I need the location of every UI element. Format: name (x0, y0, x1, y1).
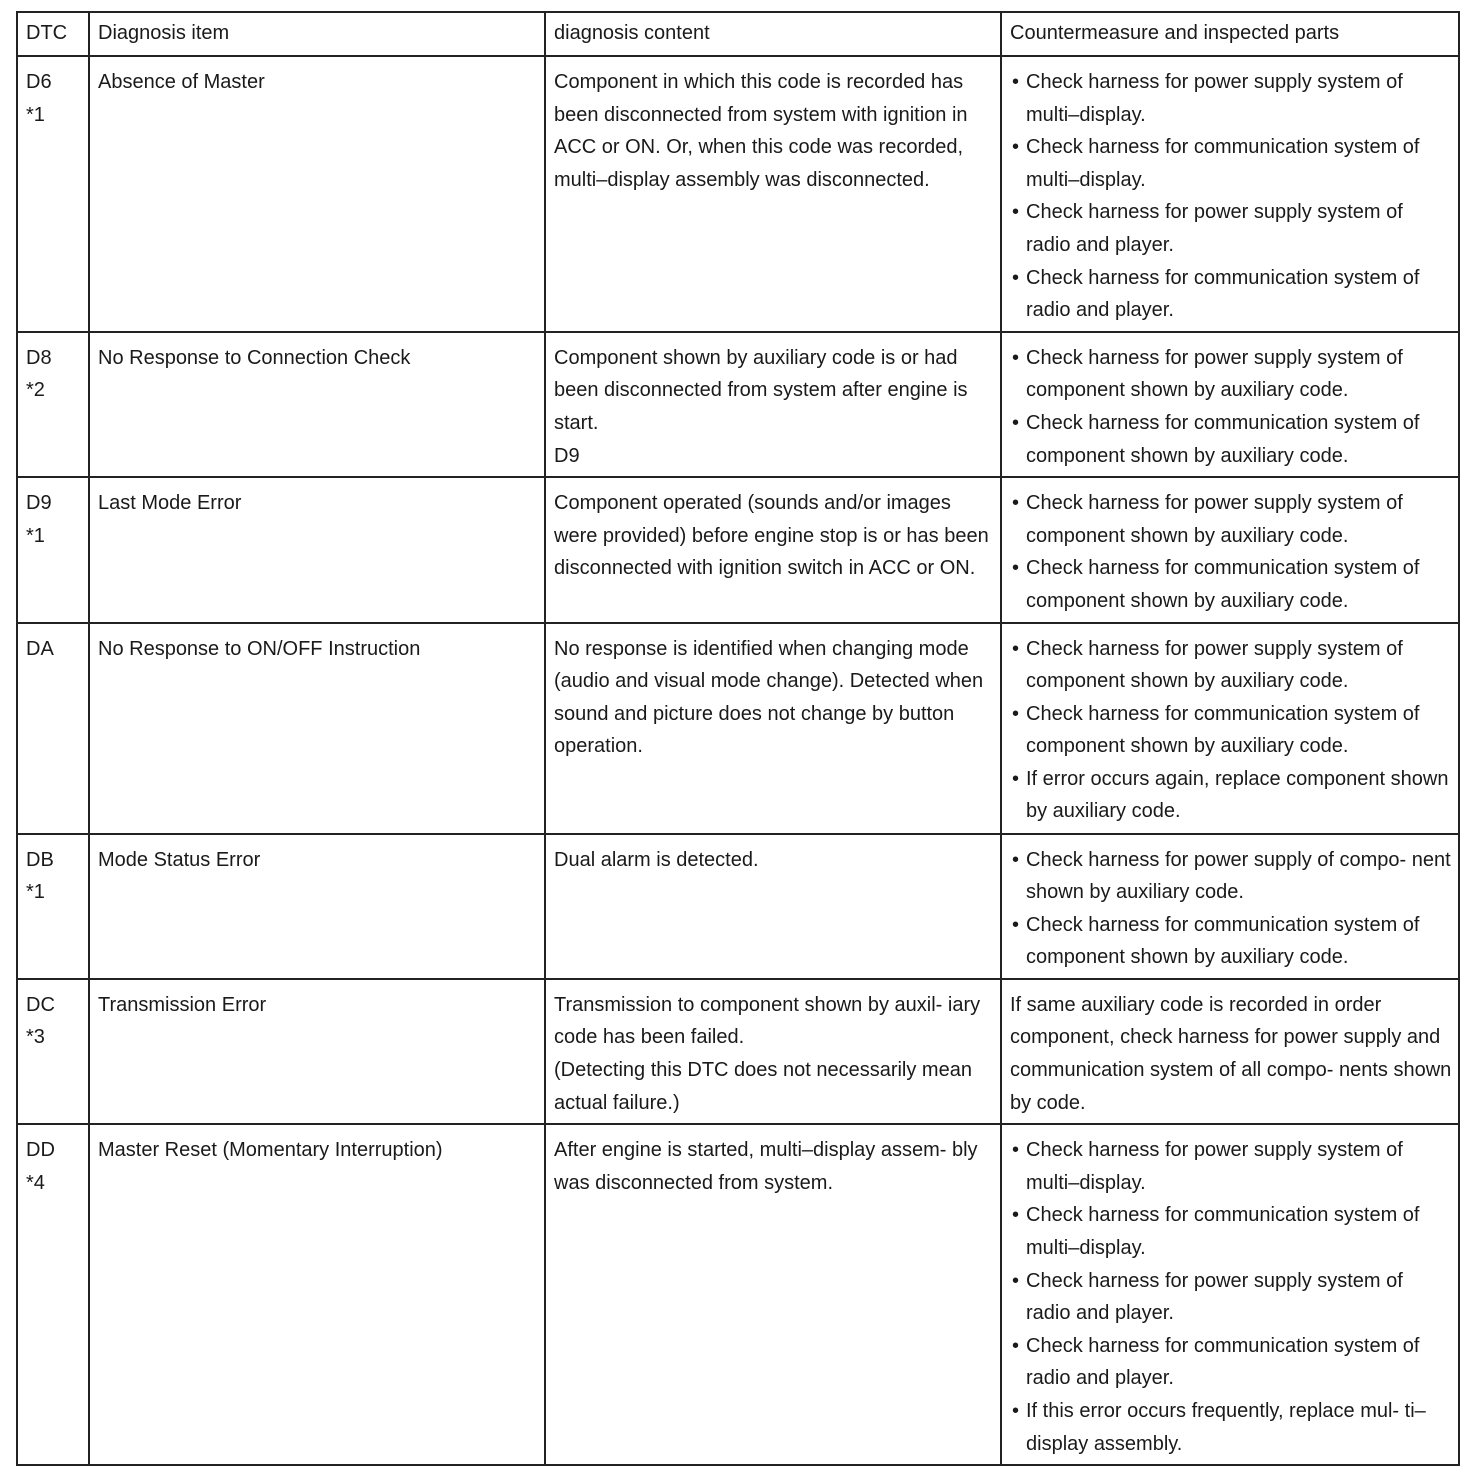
content-line: Component shown by auxiliary code is or had been disconnected from system after engine is start. (554, 346, 968, 434)
countermeasure (1001, 477, 1459, 622)
header-dtc: DTC (17, 12, 89, 56)
countermeasure (1001, 623, 1459, 834)
content-line: After engine is started, multi–display assem- bly was disconnected from system. (554, 1139, 978, 1194)
table-row (17, 477, 1459, 622)
header-row (17, 12, 1459, 56)
dtc-cell (17, 332, 89, 477)
list-item: • Check harness for power supply of compo- nent shown by auxiliary code. (1010, 844, 1452, 909)
table-row (17, 332, 1459, 477)
diagnosis-item: Master Reset (Momentary Interruption) (89, 1124, 545, 1465)
content-line: Component operated (sounds and/or images were provided) before engine stop is or has been disconnected with ignition switch in ACC or ON. (554, 492, 989, 580)
content-line: Dual alarm is detected. (554, 848, 759, 871)
content-line: D9 (554, 444, 580, 467)
list-item: • Check harness for communication system of component shown by auxiliary code. (1010, 552, 1452, 617)
list-item: • Check harness for communication system of component shown by auxiliary code. (1010, 407, 1452, 472)
content-line: Transmission to component shown by auxil- iary code has been failed. (554, 993, 981, 1049)
list-item: • Check harness for communication system of component shown by auxiliary code. (1010, 909, 1452, 974)
table-row (17, 623, 1459, 834)
table-row (17, 1124, 1459, 1465)
countermeasure: If same auxiliary code is recorded in order component, check harness for power supply and communication system of all compo- nents shown by code. (1001, 979, 1459, 1124)
diagnosis-item: Absence of Master (89, 56, 545, 332)
diagnosis-content (545, 1124, 1001, 1465)
dtc-cell (17, 56, 89, 332)
content-line: No response is identified when changing mode (audio and visual mode change). Detected when sound and picture does not change by button operation. (554, 637, 984, 758)
dtc-cell (17, 623, 89, 834)
content-line: Component in which this code is recorded has been disconnected from system with ignition in ACC or ON. Or, when this code was recorded, multi–display assembly was disconnected. (554, 71, 968, 191)
list-item: • Check harness for power supply system of multi–display. (1010, 66, 1452, 131)
dtc-note: *3 (26, 1026, 45, 1049)
countermeasure (1001, 56, 1459, 332)
diagnosis-content (545, 979, 1001, 1124)
dtc-code: DC (26, 993, 55, 1016)
diagnosis-item: No Response to Connection Check (89, 332, 545, 477)
diagnosis-content (545, 332, 1001, 477)
header-diagnosis-item: Diagnosis item (89, 12, 545, 56)
dtc-code: D6 (26, 71, 52, 93)
list-item: • Check harness for power supply system of multi–display. (1010, 1134, 1452, 1199)
dtc-cell (17, 834, 89, 979)
dtc-note: *1 (26, 524, 45, 547)
dtc-note: *2 (26, 379, 45, 402)
diagnosis-item: Transmission Error (89, 979, 545, 1124)
dtc-cell (17, 1124, 89, 1465)
diagnosis-content (545, 56, 1001, 332)
countermeasure (1001, 1124, 1459, 1465)
list-item: • Check harness for communication system of multi–display. (1010, 131, 1452, 196)
diagnosis-content (545, 834, 1001, 979)
list-item: • Check harness for power supply system of component shown by auxiliary code. (1010, 342, 1452, 407)
header-diagnosis-content: diagnosis content (545, 12, 1001, 56)
table-row (17, 979, 1459, 1124)
list-item: • Check harness for power supply system of radio and player. (1010, 196, 1452, 261)
list-item: • Check harness for communication system of radio and player. (1010, 1330, 1452, 1395)
diagnosis-item: Mode Status Error (89, 834, 545, 979)
countermeasure (1001, 332, 1459, 477)
dtc-note: *1 (26, 881, 45, 904)
dtc-cell (17, 979, 89, 1124)
table-row (17, 834, 1459, 979)
countermeasure-list (1010, 844, 1452, 974)
diagnosis-content (545, 623, 1001, 834)
list-item: • Check harness for communication system of radio and player. (1010, 262, 1452, 327)
list-item: • Check harness for power supply system of component shown by auxiliary code. (1010, 487, 1452, 552)
dtc-cell (17, 477, 89, 622)
dtc-note: *1 (26, 103, 45, 126)
countermeasure-list (1010, 1134, 1452, 1460)
list-item: • Check harness for power supply system of component shown by auxiliary code. (1010, 633, 1452, 698)
header-countermeasure: Countermeasure and inspected parts (1001, 12, 1459, 56)
diagnosis-content (545, 477, 1001, 622)
dtc-table (16, 11, 1460, 1466)
countermeasure (1001, 834, 1459, 979)
list-item: • Check harness for communication system of component shown by auxiliary code. (1010, 698, 1452, 763)
list-item: • Check harness for communication system of multi–display. (1010, 1199, 1452, 1264)
dtc-code: DD (26, 1139, 55, 1162)
dtc-code: D9 (26, 492, 52, 515)
dtc-code: D8 (26, 346, 52, 369)
table-row (17, 56, 1459, 332)
dtc-code: DB (26, 848, 54, 871)
list-item: • Check harness for power supply system of radio and player. (1010, 1265, 1452, 1330)
list-item: • If error occurs again, replace component shown by auxiliary code. (1010, 763, 1452, 828)
dtc-code: DA (26, 637, 54, 660)
countermeasure-list (1010, 342, 1452, 472)
dtc-note: *4 (26, 1171, 45, 1194)
list-item: • If this error occurs frequently, replace mul- ti–display assembly. (1010, 1395, 1452, 1460)
diagnosis-item: No Response to ON/OFF Instruction (89, 623, 545, 834)
countermeasure-list (1010, 487, 1452, 617)
content-line: (Detecting this DTC does not necessarily mean actual failure.) (554, 1059, 972, 1114)
diagnosis-item: Last Mode Error (89, 477, 545, 622)
countermeasure-list (1010, 66, 1452, 327)
countermeasure-list (1010, 633, 1452, 829)
